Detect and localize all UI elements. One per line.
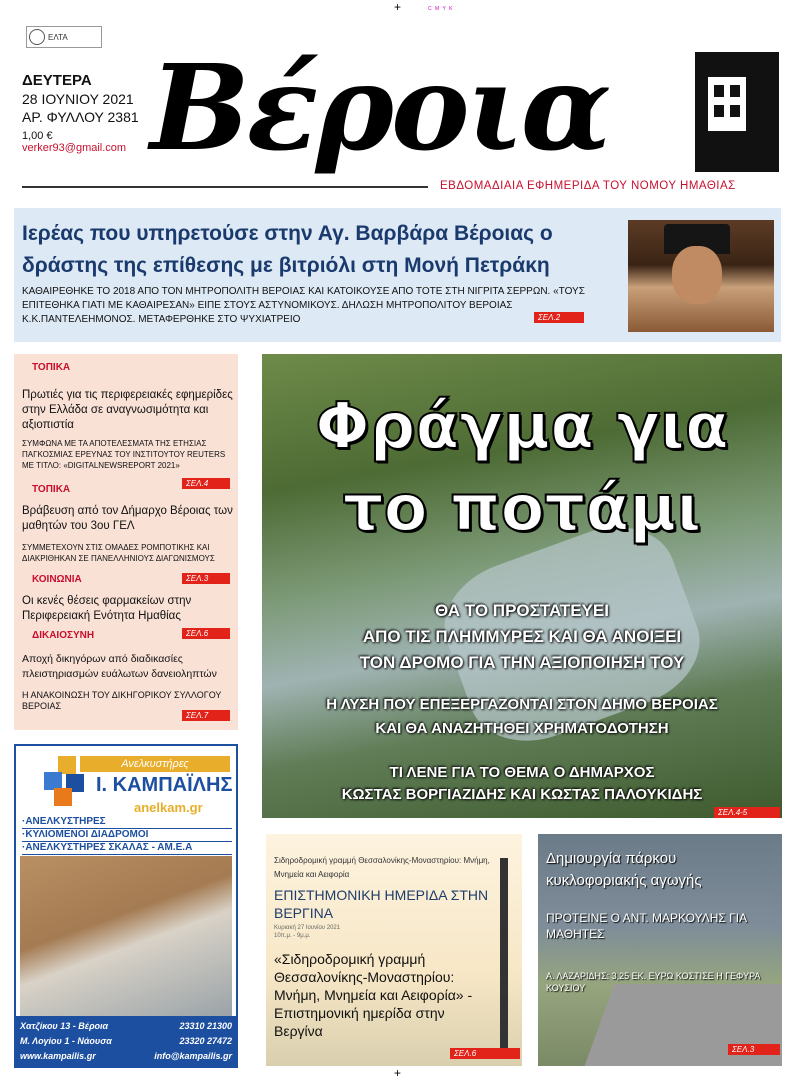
contact-email[interactable]: verker93@gmail.com	[22, 142, 127, 154]
masthead-title: Βέροια	[150, 38, 609, 177]
ad-phone[interactable]: 23320 27472	[179, 1036, 232, 1046]
top-story-lede: ΚΑΘΑΙΡΕΘΗΚΕ ΤΟ 2018 ΑΠΟ ΤΟΝ ΜΗΤΡΟΠΟΛΙΤΗ ΒΕΡΟΙΑΣ ΚΑΙ ΚΑΤΟΙΚΟΥΣΕ ΑΠΟ ΤΟΤΕ ΣΤΗ ΝΙΓΡΙΤΑ ΣΕΡΡΩΝ. «ΤΟΥΣ ΕΠΙΤΕΘΗΚΑ ΓΙΑΤΙ ΜΕ ΚΑΘΑΙΡΕΣΑΝ» ΕΙΠΕ ΣΤΟΥΣ ΑΣΤΥΝΟΜΙΚΟΥΣ. ΔΗΛΩΣΗ ΜΗΤΡΟΠΟΛΙΤΟΥ ΒΕΡΟΙΑΣ Κ.Κ.ΠΑΝΤΕΛΕΗΜΟΝΟΣ. ΜΕΤΑΦΕΡΘΗΚΕ ΣΤΟ ΨΥΧΙΑΤΡΕΙΟ	[22, 286, 585, 325]
main-title-line: Φράγμα για	[315, 390, 729, 464]
ad-site[interactable]: www.kampailis.gr	[20, 1051, 96, 1061]
ad-address: Χατζίκου 13 - Βέροια	[20, 1021, 109, 1031]
ad-contact	[16, 1016, 236, 1066]
crop-mark-bottom: +	[394, 1066, 402, 1080]
header-rule	[22, 186, 428, 188]
main-subline: ΤΟΝ ΔΡΟΜΟ ΓΙΑ ΤΗΝ ΑΞΙΟΠΟΙΗΣΗ ΤΟΥ	[359, 653, 685, 672]
ad-service-item: ·ΑΝΕΛΚΥΣΤΗΡΕΣ	[22, 816, 232, 829]
main-subline: ΑΠΟ ΤΙΣ ΠΛΗΜΜΥΡΕΣ ΚΑΙ ΘΑ ΑΝΟΙΞΕΙ	[362, 627, 682, 646]
ad-address: Μ. Λογίου 1 - Νάουσα	[20, 1036, 112, 1046]
issue-date: 28 ΙΟΥΝΙΟΥ 2021	[22, 91, 134, 107]
box1-lede: «Σιδηροδρομική γραμμή Θεσσαλονίκης-Μοναστηρίου: Μνήμη, Μνημεία και Αειφορία» - Επιστημονική ημερίδα στην Βεργίνα	[274, 951, 473, 1039]
ad-phone[interactable]: 23310 21300	[179, 1021, 232, 1031]
left-news-column	[14, 354, 238, 730]
section-label: ΤΟΠΙΚΑ	[32, 484, 71, 495]
postal-logo	[26, 26, 102, 48]
circle-logo-icon	[29, 29, 45, 45]
box1-title[interactable]: ΕΠΙΣΤΗΜΟΝΙΚΗ ΗΜΕΡΙΔΑ ΣΤΗΝ ΒΕΡΓΙΝΑ	[274, 887, 489, 921]
elevator-advertisement[interactable]	[14, 744, 238, 1068]
ad-category: Ανελκυστήρες	[80, 756, 230, 772]
left-item-headline[interactable]: Οι κενές θέσεις φαρμακείων στην Περιφερειακή Ενότητα Ημαθίας	[22, 595, 192, 622]
ad-web[interactable]: anelkam.gr	[134, 800, 203, 815]
priest-photo	[628, 220, 774, 332]
issue-day: ΔΕΥΤΕΡΑ	[22, 72, 92, 89]
main-subline: ΚΑΙ ΘΑ ΑΝΑΖΗΤΗΘΕΙ ΧΡΗΜΑΤΟΔΟΤΗΣΗ	[375, 720, 669, 737]
box1-date: Κυριακή 27 Ιουνίου 2021	[274, 925, 341, 931]
top-story-page-tag: ΣΕΛ.2	[534, 312, 584, 323]
main-title-line: το ποτάμι	[342, 472, 702, 546]
section-label: ΔΙΚΑΙΟΣΥΝΗ	[32, 630, 95, 641]
crop-mark-top: +	[394, 0, 402, 14]
issue-number: ΑΡ. ΦΥΛΛΟΥ 2381	[22, 109, 139, 125]
box2-page-tag: ΣΕΛ.3	[728, 1044, 780, 1055]
top-story[interactable]	[14, 208, 781, 342]
ad-brand: Ι. ΚΑΜΠΑΪΛΗΣ	[96, 774, 233, 796]
box2-sub: ΠΡΟΤΕΙΝΕ Ο ΑΝΤ. ΜΑΡΚΟΥΛΗΣ ΓΙΑ ΜΑΘΗΤΕΣ	[546, 911, 747, 941]
box2-title[interactable]: Δημιουργία πάρκου κυκλοφοριακής αγωγής	[546, 850, 702, 889]
left-item-headline[interactable]: Αποχή δικηγόρων από διαδικασίες πλειστηριασμών ευάλωτων δανειοληπτών	[22, 653, 217, 680]
issue-info	[22, 72, 152, 154]
box1-small	[274, 924, 340, 940]
ad-services	[22, 816, 232, 855]
ad-mail[interactable]: info@kampailis.gr	[154, 1051, 232, 1061]
ad-service-item: ·ΚΥΛΙΟΜΕΝΟΙ ΔΙΑΔΡΟΜΟΙ	[22, 829, 232, 842]
main-subline: ΚΩΣΤΑΣ ΒΟΡΓΙΑΖΙΔΗΣ ΚΑΙ ΚΩΣΤΑΣ ΠΑΛΟΥΚΙΔΗΣ	[341, 786, 703, 803]
stairlift-photo	[20, 856, 232, 1016]
left-item-summary: ΣΥΜΦΩΝΑ ΜΕ ΤΑ ΑΠΟΤΕΛΕΣΜΑΤΑ ΤΗΣ ΕΤΗΣΙΑΣ ΠΑΓΚΟΣΜΙΑΣ ΕΡΕΥΝΑΣ ΤΟΥ ΙΝΣΤΙΤΟΥΤΟΥ REUTERS ΜΕ ΤΙΤΛΟ: «DIGITALNEWSREPORT 2021»	[22, 439, 226, 470]
lamp-post-photo	[500, 858, 508, 1058]
house-logo-icon	[695, 52, 779, 172]
top-story-headline[interactable]: Ιερέας που υπηρετούσε στην Αγ. Βαρβάρα Βέροιας ο δράστης της επίθεσης με βιτριόλι στη Μονή Πετράκη	[22, 222, 553, 277]
left-item-summary: ΣΥΜΜΕΤΕΧΟΥΝ ΣΤΙΣ ΟΜΑΔΕΣ ΡΟΜΠΟΤΙΚΗΣ ΚΑΙ ΔΙΑΚΡΙΘΗΚΑΝ ΣΕ ΠΑΝΕΛΛΗΝΙΟΥΣ ΔΙΑΓΩΝΙΣΜΟΥΣ	[22, 543, 215, 563]
left-item-page-tag: ΣΕΛ.7	[182, 710, 230, 721]
main-subline: ΤΙ ΛΕΝΕ ΓΙΑ ΤΟ ΘΕΜΑ Ο ΔΗΜΑΡΧΟΣ	[389, 764, 655, 781]
ad-service-item: ·ΑΝΕΛΚΥΣΤΗΡΕΣ ΣΚΑΛΑΣ - ΑΜ.Ε.Α	[22, 842, 232, 855]
left-item-page-tag: ΣΕΛ.3	[182, 573, 230, 584]
main-story[interactable]	[262, 354, 782, 818]
box1-kicker: Σιδηροδρομική γραμμή Θεσσαλονίκης-Μοναστηρίου: Μνήμη, Μνημεία και Αειφορία	[274, 856, 490, 879]
main-story-title[interactable]	[282, 386, 762, 550]
main-subline: ΘΑ ΤΟ ΠΡΟΣΤΑΤΕΥΕΙ	[435, 601, 609, 620]
traffic-park-story[interactable]	[538, 834, 782, 1066]
elta-label: ΕΛΤΑ	[48, 32, 68, 42]
issue-price: 1,00 €	[22, 130, 53, 142]
left-item-page-tag: ΣΕΛ.4	[182, 478, 230, 489]
left-item-headline[interactable]: Βράβευση από τον Δήμαρχο Βέροιας των μαθητών του 3ου ΓΕΛ	[22, 505, 233, 532]
cmyk-marks: C M Y K	[428, 6, 454, 12]
masthead-subtitle: ΕΒΔΟΜΑΔΙΑΙΑ ΕΦΗΜΕΡΙΔΑ ΤΟΥ ΝΟΜΟΥ ΗΜΑΘΙΑΣ	[440, 180, 736, 192]
left-item-headline[interactable]: Πρωτιές για τις περιφερειακές εφημερίδες στην Ελλάδα σε αναγνωσιμότητα και αξιοπιστία	[22, 389, 233, 431]
box1-time: 10π.μ. - 9μ.μ.	[274, 933, 311, 939]
main-subline: Η ΛΥΣΗ ΠΟΥ ΕΠΕΞΕΡΓΑΖΟΝΤΑΙ ΣΤΟΝ ΔΗΜΟ ΒΕΡΟΙΑΣ	[326, 696, 718, 713]
section-label: ΚΟΙΝΩΝΙΑ	[32, 574, 82, 585]
left-item-page-tag: ΣΕΛ.6	[182, 628, 230, 639]
box2-caption: Α. ΛΑΖΑΡΙΔΗΣ: 3,25 ΕΚ. ΕΥΡΩ ΚΟΣΤΙΣΕ Η ΓΕΦΥΡΑ ΚΟΥΣΙΟΥ	[546, 971, 760, 993]
left-item-summary: Η ΑΝΑΚΟΙΝΩΣΗ ΤΟΥ ΔΙΚΗΓΟΡΙΚΟΥ ΣΥΛΛΟΓΟΥ ΒΕΡΟΙΑΣ	[22, 690, 222, 711]
main-story-page-tag: ΣΕΛ.4-5	[714, 807, 780, 818]
section-label: ΤΟΠΙΚΑ	[32, 362, 71, 373]
vergina-story[interactable]	[266, 834, 522, 1066]
box1-page-tag: ΣΕΛ.6	[450, 1048, 520, 1059]
